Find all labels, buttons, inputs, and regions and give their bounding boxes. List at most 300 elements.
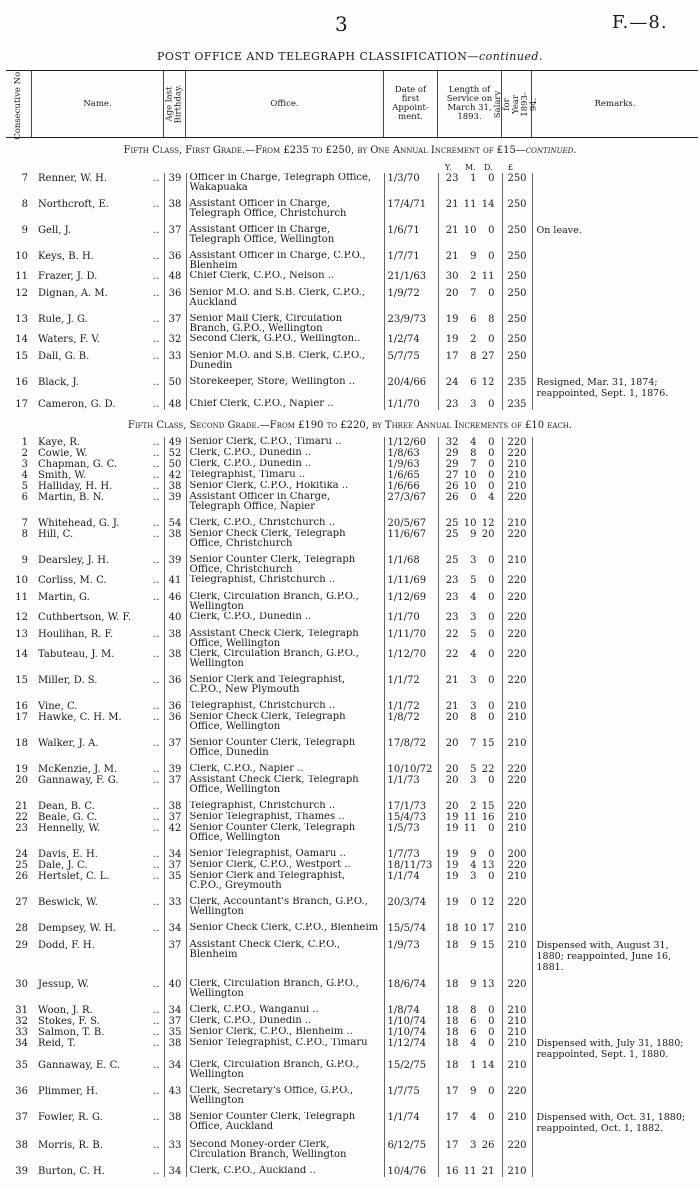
appointment-date: 20/5/67 bbox=[384, 518, 438, 529]
staff-name bbox=[32, 1038, 164, 1060]
service-years: 16 bbox=[445, 1166, 459, 1177]
table-row bbox=[6, 940, 698, 973]
service-years: 23 bbox=[445, 399, 459, 410]
staff-name-text: Cowie, W. bbox=[38, 448, 88, 459]
staff-name-text: Dignan, A. M. bbox=[38, 288, 108, 299]
page-title bbox=[0, 50, 700, 63]
appointment-date: 1/7/75 bbox=[384, 1086, 438, 1106]
office: Senior Clerk and Telegraphist, C.P.O., New Plymouth bbox=[186, 675, 384, 695]
office: Senior Telegraphist, Thames .. bbox=[186, 812, 384, 823]
service-months: 3 bbox=[470, 399, 477, 410]
service-days: 0 bbox=[488, 173, 495, 184]
office: Assistant Check Clerk, Telegraph Office, Wellington bbox=[186, 775, 384, 795]
salary: 220 bbox=[502, 529, 532, 549]
appointment-date: 1/5/73 bbox=[384, 823, 438, 843]
leader-dots: .. bbox=[153, 351, 160, 362]
staff-name-text: Martin, B. N. bbox=[38, 492, 104, 503]
appointment-date: 1/12/60 bbox=[384, 437, 438, 448]
age: 49 bbox=[164, 437, 186, 448]
salary: 210 bbox=[502, 940, 532, 973]
age: 50 bbox=[164, 377, 186, 399]
appointment-date: 1/1/74 bbox=[384, 871, 438, 891]
appointment-date: 1/1/68 bbox=[384, 555, 438, 575]
age: 48 bbox=[164, 399, 186, 410]
service-days: 4 bbox=[488, 492, 495, 503]
salary: 250 bbox=[502, 288, 532, 308]
row-number: 33 bbox=[15, 1027, 28, 1038]
salary: 220 bbox=[502, 801, 532, 812]
salary: 210 bbox=[502, 1166, 532, 1177]
table-row bbox=[6, 629, 698, 649]
age: 39 bbox=[164, 492, 186, 512]
section-title-second-grade: Fifth Class, Second Grade.—From £190 to £220, by Three Annual Increments of £10 each. bbox=[127, 420, 573, 431]
office: Senior Check Clerk, Telegraph Office, Christchurch bbox=[186, 529, 384, 549]
service-days: 15 bbox=[481, 940, 495, 951]
leader-dots: .. bbox=[153, 675, 160, 686]
age: 40 bbox=[164, 979, 186, 999]
office: Senior Check Clerk, C.P.O., Blenheim bbox=[186, 923, 384, 934]
service-days: 0 bbox=[488, 1005, 495, 1016]
age: 33 bbox=[164, 897, 186, 917]
service-years: 26 bbox=[445, 492, 459, 503]
remarks: On leave. bbox=[536, 225, 582, 236]
service-days: 8 bbox=[488, 314, 495, 325]
office: Assistant Check Clerk, C.P.O., Blenheim bbox=[186, 940, 384, 973]
service-days: 0 bbox=[488, 575, 495, 586]
staff-name bbox=[32, 351, 164, 371]
office: Clerk, Accountant's Branch, G.P.O., Wellington bbox=[186, 897, 384, 917]
row-number: 5 bbox=[21, 481, 28, 492]
staff-name-text: Chapman, G. C. bbox=[38, 459, 118, 470]
age: 37 bbox=[164, 940, 186, 973]
remarks bbox=[532, 1027, 698, 1038]
age: 39 bbox=[164, 764, 186, 775]
office: Clerk, C.P.O., Dunedin .. bbox=[186, 448, 384, 459]
service-days: 22 bbox=[481, 764, 495, 775]
service-days: 16 bbox=[481, 812, 495, 823]
length-of-service bbox=[438, 764, 502, 775]
service-days: 0 bbox=[488, 712, 495, 723]
appointment-date: 15/4/73 bbox=[384, 812, 438, 823]
leader-dots: .. bbox=[153, 271, 160, 282]
service-months: 10 bbox=[463, 225, 477, 236]
table-row bbox=[6, 612, 698, 623]
row-number: 36 bbox=[15, 1086, 28, 1097]
remarks bbox=[532, 173, 698, 193]
staff-name bbox=[32, 1027, 164, 1038]
table-row bbox=[6, 314, 698, 334]
office: Clerk, C.P.O., Dunedin .. bbox=[186, 1016, 384, 1027]
leader-dots: .. bbox=[153, 1112, 160, 1123]
staff-name bbox=[32, 314, 164, 334]
appointment-date: 6/12/75 bbox=[384, 1140, 438, 1160]
staff-name bbox=[32, 225, 164, 245]
row-number: 21 bbox=[15, 801, 28, 812]
appointment-date: 5/7/75 bbox=[384, 351, 438, 371]
staff-name bbox=[32, 1140, 164, 1160]
service-years: 20 bbox=[445, 764, 459, 775]
table-row bbox=[6, 437, 698, 448]
service-years: 19 bbox=[445, 812, 459, 823]
row-number: 26 bbox=[15, 871, 28, 882]
unit-months: M. bbox=[465, 163, 476, 172]
staff-name bbox=[32, 701, 164, 712]
service-months: 10 bbox=[463, 518, 477, 529]
service-days: 13 bbox=[481, 979, 495, 990]
salary: 210 bbox=[502, 738, 532, 758]
leader-dots: .. bbox=[153, 823, 160, 834]
salary: 210 bbox=[502, 1112, 532, 1134]
office: Clerk, Circulation Branch, G.P.O., Wellington bbox=[186, 1060, 384, 1080]
remarks bbox=[532, 492, 698, 512]
staff-name bbox=[32, 437, 164, 448]
service-months: 9 bbox=[470, 940, 477, 951]
staff-name bbox=[32, 173, 164, 193]
service-days: 0 bbox=[488, 448, 495, 459]
row-number: 34 bbox=[15, 1038, 28, 1049]
row-number: 12 bbox=[15, 612, 28, 623]
salary: 220 bbox=[502, 437, 532, 448]
table-row bbox=[6, 481, 698, 492]
salary: 220 bbox=[502, 675, 532, 695]
salary: 210 bbox=[502, 712, 532, 732]
office: Senior Telegraphist, Oamaru .. bbox=[186, 849, 384, 860]
service-months: 9 bbox=[470, 251, 477, 262]
appointment-date: 10/4/76 bbox=[384, 1166, 438, 1177]
table-row bbox=[6, 812, 698, 823]
table-row bbox=[6, 288, 698, 308]
appointment-date: 17/1/73 bbox=[384, 801, 438, 812]
table-row bbox=[6, 871, 698, 891]
table-row bbox=[6, 334, 698, 345]
appointment-date: 1/1/72 bbox=[384, 675, 438, 695]
appointment-date: 20/3/74 bbox=[384, 897, 438, 917]
length-of-service bbox=[438, 251, 502, 271]
staff-name-text: Woon, J. R. bbox=[38, 1005, 93, 1016]
appointment-date: 18/6/74 bbox=[384, 979, 438, 999]
leader-dots: .. bbox=[153, 1140, 160, 1151]
length-of-service bbox=[438, 492, 502, 512]
age: 38 bbox=[164, 629, 186, 649]
row-number: 37 bbox=[15, 1112, 28, 1123]
table-row bbox=[6, 1166, 698, 1177]
service-days: 0 bbox=[488, 334, 495, 345]
staff-name bbox=[32, 288, 164, 308]
remarks bbox=[532, 251, 698, 271]
leader-dots: .. bbox=[153, 629, 160, 640]
salary: 210 bbox=[502, 1016, 532, 1027]
staff-name bbox=[32, 823, 164, 843]
service-years: 19 bbox=[445, 860, 459, 871]
row-number: 38 bbox=[15, 1140, 28, 1151]
salary: 220 bbox=[502, 1140, 532, 1160]
service-months: 9 bbox=[470, 849, 477, 860]
length-of-service bbox=[438, 377, 502, 399]
staff-name-text: Cuthbertson, W. F. bbox=[38, 612, 132, 623]
length-of-service bbox=[438, 1060, 502, 1080]
age: 35 bbox=[164, 1027, 186, 1038]
office: Senior Mail Clerk, Circulation Branch, G.P.O., Wellington bbox=[186, 314, 384, 334]
row-number: 11 bbox=[15, 592, 28, 603]
staff-name-text: Reid, T. bbox=[38, 1038, 76, 1049]
table-row bbox=[6, 459, 698, 470]
staff-name-text: Dale, J. C. bbox=[38, 860, 88, 871]
page-title-main: POST OFFICE AND TELEGRAPH CLASSIFICATION— bbox=[157, 50, 479, 63]
table-row bbox=[6, 225, 698, 245]
length-of-service bbox=[438, 712, 502, 732]
table-row bbox=[6, 849, 698, 860]
age: 46 bbox=[164, 592, 186, 612]
office: Senior Counter Clerk, Telegraph Office, Auckland bbox=[186, 1112, 384, 1134]
remarks bbox=[532, 1060, 698, 1080]
age: 39 bbox=[164, 173, 186, 193]
table-row bbox=[6, 675, 698, 695]
age: 37 bbox=[164, 314, 186, 334]
staff-name bbox=[32, 1005, 164, 1016]
service-months: 7 bbox=[470, 738, 477, 749]
leader-dots: .. bbox=[153, 437, 160, 448]
service-days: 0 bbox=[488, 1027, 495, 1038]
leader-dots: .. bbox=[153, 1166, 160, 1177]
staff-name-text: Renner, W. H. bbox=[38, 173, 108, 184]
leader-dots: .. bbox=[153, 812, 160, 823]
service-days: 0 bbox=[488, 612, 495, 623]
appointment-date: 1/9/63 bbox=[384, 459, 438, 470]
service-days: 15 bbox=[481, 738, 495, 749]
remarks bbox=[532, 592, 698, 612]
service-days: 15 bbox=[481, 801, 495, 812]
service-years: 23 bbox=[445, 592, 459, 603]
remarks bbox=[532, 823, 698, 843]
row-number: 7 bbox=[21, 518, 28, 529]
leader-dots: .. bbox=[153, 897, 160, 908]
table-row bbox=[6, 399, 698, 410]
row-number: 11 bbox=[15, 271, 28, 282]
appointment-date: 1/12/70 bbox=[384, 649, 438, 669]
row-number: 23 bbox=[15, 823, 28, 834]
service-days: 12 bbox=[481, 897, 495, 908]
office: Senior Counter Clerk, Telegraph Office, Christchurch bbox=[186, 555, 384, 575]
table-row bbox=[6, 448, 698, 459]
service-years: 30 bbox=[445, 271, 459, 282]
remarks bbox=[532, 314, 698, 334]
salary: 220 bbox=[502, 860, 532, 871]
staff-name bbox=[32, 764, 164, 775]
leader-dots: .. bbox=[153, 1086, 160, 1097]
service-months: 5 bbox=[470, 575, 477, 586]
age: 38 bbox=[164, 529, 186, 549]
age: 38 bbox=[164, 1112, 186, 1134]
row-number: 4 bbox=[21, 470, 28, 481]
length-of-service bbox=[438, 459, 502, 470]
age: 36 bbox=[164, 251, 186, 271]
service-months: 7 bbox=[470, 459, 477, 470]
remarks bbox=[532, 897, 698, 917]
table-row bbox=[6, 1086, 698, 1106]
row-number: 8 bbox=[21, 529, 28, 540]
remarks bbox=[532, 871, 698, 891]
remarks bbox=[532, 470, 698, 481]
row-number: 22 bbox=[15, 812, 28, 823]
office: Clerk, C.P.O., Wanganui .. bbox=[186, 1005, 384, 1016]
staff-name-text: Gannaway, F. G. bbox=[38, 775, 119, 786]
age: 34 bbox=[164, 1060, 186, 1080]
appointment-date: 1/12/69 bbox=[384, 592, 438, 612]
service-years: 19 bbox=[445, 334, 459, 345]
staff-name-text: Smith, W. bbox=[38, 470, 87, 481]
staff-name-text: Salmon, T. B. bbox=[38, 1027, 105, 1038]
service-months: 6 bbox=[470, 377, 477, 388]
service-years: 24 bbox=[445, 377, 459, 388]
staff-name bbox=[32, 470, 164, 481]
appointment-date: 1/2/74 bbox=[384, 334, 438, 345]
staff-name bbox=[32, 459, 164, 470]
second-grade-table bbox=[6, 437, 698, 1177]
staff-name-text: Hawke, C. H. M. bbox=[38, 712, 122, 723]
service-years: 22 bbox=[445, 649, 459, 660]
staff-name-text: Black, J. bbox=[38, 377, 79, 388]
service-years: 18 bbox=[445, 923, 459, 934]
age: 38 bbox=[164, 199, 186, 219]
table-row bbox=[6, 492, 698, 512]
staff-name-text: Jessup, W. bbox=[38, 979, 90, 990]
staff-name bbox=[32, 629, 164, 649]
length-of-service bbox=[438, 649, 502, 669]
appointment-date: 1/9/73 bbox=[384, 940, 438, 973]
service-years: 18 bbox=[445, 1060, 459, 1071]
appointment-date: 1/8/63 bbox=[384, 448, 438, 459]
length-of-service bbox=[438, 738, 502, 758]
salary: 210 bbox=[502, 1027, 532, 1038]
service-years: 17 bbox=[445, 351, 459, 362]
staff-name-text: Corliss, M. C. bbox=[38, 575, 107, 586]
leader-dots: .. bbox=[153, 775, 160, 786]
appointment-date: 1/11/69 bbox=[384, 575, 438, 586]
service-months: 8 bbox=[470, 712, 477, 723]
salary: 210 bbox=[502, 812, 532, 823]
service-years: 19 bbox=[445, 823, 459, 834]
service-years: 21 bbox=[445, 251, 459, 262]
service-months: 11 bbox=[463, 812, 477, 823]
remarks bbox=[532, 675, 698, 695]
staff-name-text: Fowler, R. G. bbox=[38, 1112, 103, 1123]
remarks bbox=[532, 1005, 698, 1016]
service-months: 4 bbox=[470, 1038, 477, 1049]
service-days: 0 bbox=[488, 481, 495, 492]
appointment-date: 27/3/67 bbox=[384, 492, 438, 512]
age: 52 bbox=[164, 448, 186, 459]
header-consecutive-no: Consecutive No. bbox=[6, 71, 32, 137]
service-months: 10 bbox=[463, 923, 477, 934]
staff-name bbox=[32, 334, 164, 345]
office: Clerk, Circulation Branch, G.P.O., Wellington bbox=[186, 649, 384, 669]
remarks bbox=[532, 199, 698, 219]
row-number: 3 bbox=[21, 459, 28, 470]
service-days: 0 bbox=[488, 871, 495, 882]
service-days: 0 bbox=[488, 592, 495, 603]
appointment-date: 11/6/67 bbox=[384, 529, 438, 549]
service-years: 20 bbox=[445, 288, 459, 299]
service-years: 25 bbox=[445, 518, 459, 529]
staff-name-text: Waters, F. V. bbox=[38, 334, 100, 345]
age: 38 bbox=[164, 649, 186, 669]
age: 37 bbox=[164, 738, 186, 758]
length-of-service bbox=[438, 199, 502, 219]
row-number: 6 bbox=[21, 492, 28, 503]
service-months: 2 bbox=[470, 271, 477, 282]
staff-name-text: Morris, R. B. bbox=[38, 1140, 103, 1151]
salary: 235 bbox=[502, 377, 532, 399]
office: Clerk, Circulation Branch, G.P.O., Wellington bbox=[186, 979, 384, 999]
age: 54 bbox=[164, 518, 186, 529]
salary: 220 bbox=[502, 575, 532, 586]
service-years: 32 bbox=[445, 437, 459, 448]
staff-name-text: Cameron, G. D. bbox=[38, 399, 116, 410]
unit-years: Y. bbox=[445, 163, 452, 172]
office: Senior Clerk, C.P.O., Timaru .. bbox=[186, 437, 384, 448]
staff-name-text: Gannaway, E. C. bbox=[38, 1060, 121, 1071]
row-number: 9 bbox=[21, 225, 28, 236]
length-of-service bbox=[438, 1140, 502, 1160]
staff-name-text: Dearsley, J. H. bbox=[38, 555, 110, 566]
service-days: 0 bbox=[488, 1086, 495, 1097]
remarks bbox=[532, 923, 698, 934]
service-months: 6 bbox=[470, 314, 477, 325]
leader-dots: .. bbox=[153, 1016, 160, 1027]
table-row bbox=[6, 1060, 698, 1080]
salary: 220 bbox=[502, 1086, 532, 1106]
service-months: 11 bbox=[463, 1166, 477, 1177]
age: 38 bbox=[164, 1038, 186, 1060]
service-days: 0 bbox=[488, 1038, 495, 1049]
length-of-service bbox=[438, 334, 502, 345]
salary: 220 bbox=[502, 629, 532, 649]
appointment-date: 17/8/72 bbox=[384, 738, 438, 758]
service-months: 4 bbox=[470, 592, 477, 603]
leader-dots: .. bbox=[153, 592, 160, 603]
age: 38 bbox=[164, 481, 186, 492]
page-title-continued: continued. bbox=[478, 50, 543, 63]
remarks bbox=[532, 764, 698, 775]
length-of-service bbox=[438, 923, 502, 934]
staff-name bbox=[32, 612, 164, 623]
length-of-service bbox=[438, 351, 502, 371]
leader-dots: .. bbox=[153, 251, 160, 262]
staff-name bbox=[32, 812, 164, 823]
service-days: 14 bbox=[481, 199, 495, 210]
length-of-service bbox=[438, 288, 502, 308]
remarks bbox=[532, 1016, 698, 1027]
salary: 250 bbox=[502, 251, 532, 271]
staff-name-text: Dean, B. C. bbox=[38, 801, 95, 812]
table-row bbox=[6, 1005, 698, 1016]
table-row bbox=[6, 555, 698, 575]
service-years: 29 bbox=[445, 459, 459, 470]
length-of-service bbox=[438, 437, 502, 448]
service-days: 20 bbox=[481, 529, 495, 540]
service-months: 1 bbox=[470, 173, 477, 184]
leader-dots: .. bbox=[153, 979, 160, 990]
service-months: 5 bbox=[470, 764, 477, 775]
appointment-date: 18/11/73 bbox=[384, 860, 438, 871]
header-age: Age last Birthday. bbox=[164, 71, 186, 137]
length-of-service bbox=[438, 1016, 502, 1027]
remarks bbox=[532, 555, 698, 575]
staff-name-text: Dodd, F. H. bbox=[38, 940, 95, 951]
length-of-service bbox=[438, 173, 502, 193]
service-years: 18 bbox=[445, 940, 459, 951]
staff-name bbox=[32, 979, 164, 999]
